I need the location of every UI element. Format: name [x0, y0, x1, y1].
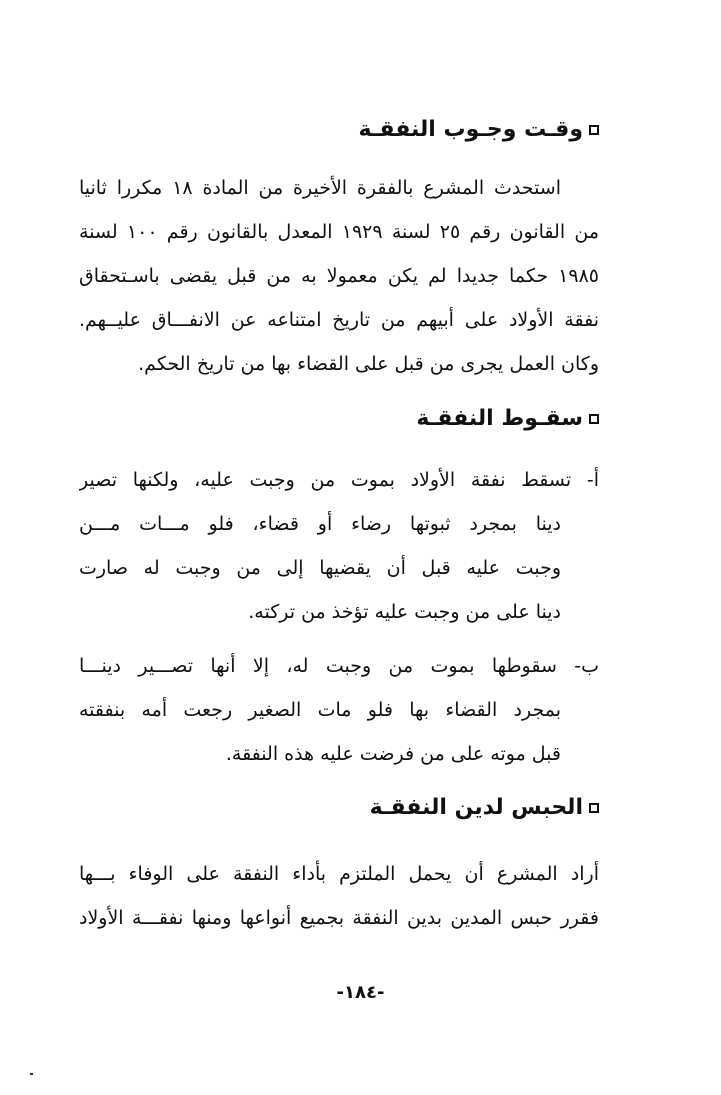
section-heading-maintenance-due-time: [359, 115, 599, 145]
list-item-line: دينا على من وجبت عليه تؤخذ من تركته.: [248, 601, 561, 623]
list-item-line: ب- سقوطها بموت من وجبت له، إلا أنها تصـــير دينـــا: [79, 655, 599, 677]
scan-speck: [30, 1073, 33, 1075]
list-item-line: دينا بمجرد ثبوتها رضاء أو قضاء، فلو مـــات مـــن: [79, 513, 561, 535]
paragraph-line: أراد المشرع أن يحمل الملتزم بأداء النفقة على الوفاء بـــها: [79, 863, 599, 885]
list-item-line: بمجرد القضاء بها فلو مات الصغير رجعت أمه بنفقته: [79, 699, 561, 721]
heading-text: وقـت وجـوب النفقـة: [358, 117, 583, 142]
square-bullet-icon: [589, 803, 599, 813]
list-item-b: [79, 644, 599, 776]
list-item-line: وجبت عليه قبل أن يقضيها إلى من وجبت له صارت: [79, 557, 561, 579]
list-item-line: أ- تسقط نفقة الأولاد بموت من وجبت عليه، ولكنها تصير: [79, 469, 599, 491]
page-number: -١٨٤-: [336, 982, 385, 1003]
heading-text: سقـوط النفقـة: [416, 406, 583, 431]
paragraph-line: ١٩٨٥ حكما جديدا لم يكن معمولا به من قبل يقضى باسـتحقاق: [79, 265, 599, 287]
heading-text: الحبس لدين النفقـة: [369, 795, 583, 820]
paragraph-line: استحدث المشرع بالفقرة الأخيرة من المادة ١٨ مكررا ثانيا: [79, 177, 561, 199]
square-bullet-icon: [589, 414, 599, 424]
square-bullet-icon: [589, 125, 599, 135]
paragraph-line: وكان العمل يجرى من قبل على القضاء بها من تاريخ الحكم.: [138, 353, 599, 375]
paragraph-maintenance-due-time: [79, 166, 599, 386]
list-item-line: قبل موته على من فرضت عليه هذه النفقة.: [225, 743, 561, 765]
paragraph-line: نفقة الأولاد على أبيهم من تاريخ امتناعه عن الانفـــاق عليــهم.: [79, 309, 599, 331]
section-heading-imprisonment-for-maintenance-debt: [370, 793, 599, 823]
list-item-a: [79, 458, 599, 634]
section-heading-maintenance-lapse: [416, 404, 599, 434]
paragraph-imprisonment: [79, 852, 599, 940]
paragraph-line: من القانون رقم ٢٥ لسنة ١٩٢٩ المعدل بالقانون رقم ١٠٠ لسنة: [79, 221, 599, 243]
paragraph-line: فقرر حبس المدين بدين النفقة بجميع أنواعها ومنها نفقـــة الأولاد: [79, 907, 599, 929]
